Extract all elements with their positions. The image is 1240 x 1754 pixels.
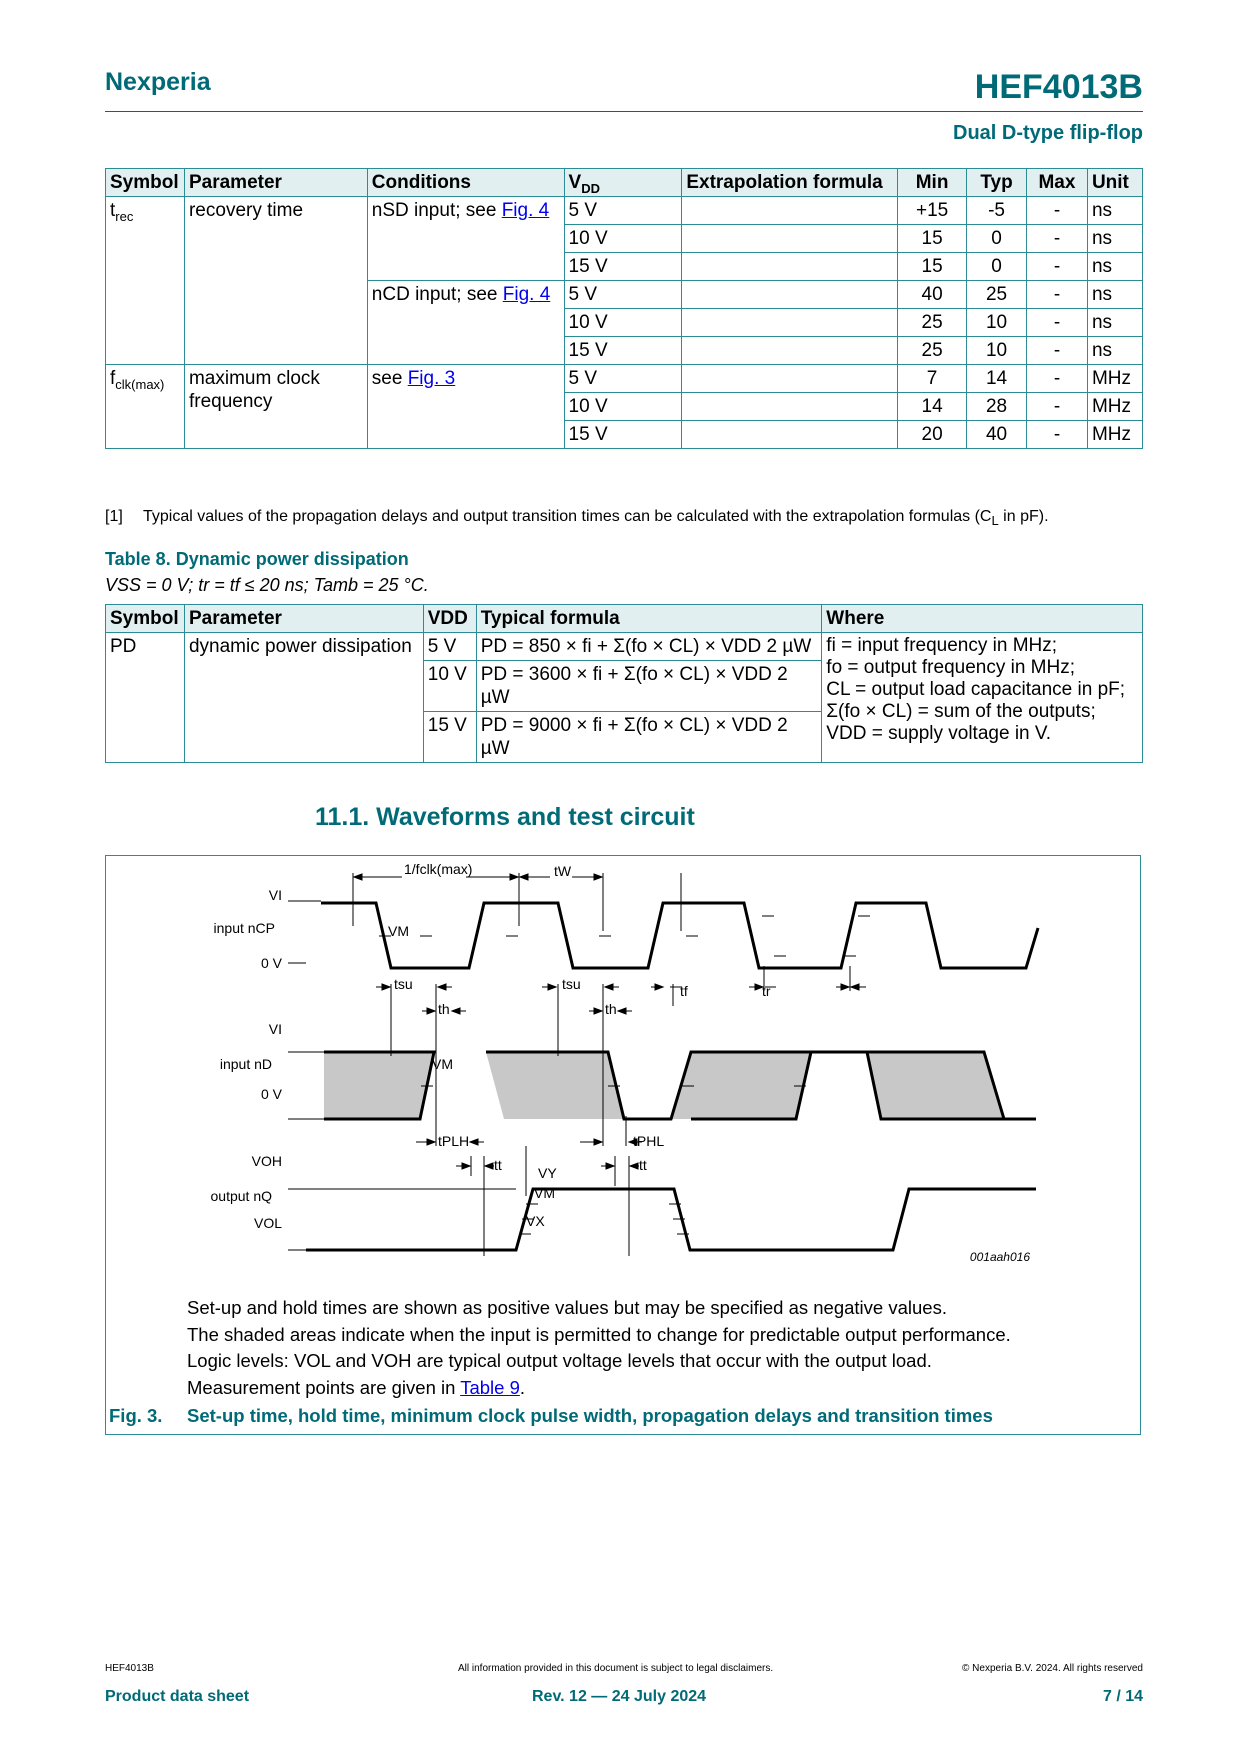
brand-logo-text: Nexperia (105, 68, 211, 96)
table-row (106, 633, 1143, 661)
label-0v-ncp: 0 V (260, 955, 282, 971)
conditions-cell: see Fig. 3 (367, 365, 564, 449)
col-formula: Extrapolation formula (682, 169, 898, 197)
col-conditions: Conditions (367, 169, 564, 197)
label-input-ncp: input nCP (213, 920, 275, 936)
footer-doc-type: Product data sheet (105, 1688, 250, 1705)
vdd-cell: 5 V (564, 197, 682, 225)
min-cell: 40 (898, 281, 967, 309)
col-vdd: VDD (423, 605, 476, 633)
figure-note: Logic levels: VOL and VOH are typical output voltage levels that occur with the output load. (187, 1350, 932, 1371)
label-tplh: tPLH (438, 1133, 470, 1149)
col-typical-formula: Typical formula (476, 605, 822, 633)
power-dissipation-table (105, 604, 1143, 763)
label-tsu-2: tsu (562, 976, 581, 992)
footer-disclaimer: All information provided in this document is subject to legal disclaimers. (458, 1663, 774, 1674)
figure-code: 001aah016 (969, 1250, 1030, 1264)
label-th-1: th (438, 1001, 450, 1017)
nq-waveform (306, 1189, 1036, 1250)
col-unit: Unit (1087, 169, 1142, 197)
parameter-cell: dynamic power dissipation (184, 633, 423, 763)
col-parameter: Parameter (184, 605, 423, 633)
unit-cell: MHz (1087, 365, 1142, 393)
max-cell: - (1027, 253, 1088, 281)
formula-cell (682, 337, 898, 365)
min-cell: +15 (898, 197, 967, 225)
typ-cell: 0 (967, 253, 1027, 281)
formula-cell (682, 281, 898, 309)
max-cell: - (1027, 225, 1088, 253)
col-symbol: Symbol (106, 605, 185, 633)
figure-note: Set-up and hold times are shown as positive values but may be specified as negative values. (187, 1297, 947, 1318)
label-tphl: tPHL (633, 1133, 665, 1149)
label-vi-ncp: VI (268, 887, 282, 903)
fig4-link[interactable]: Fig. 4 (502, 284, 551, 305)
vdd-cell: 10 V (564, 393, 682, 421)
label-tt-1: tt (494, 1157, 502, 1173)
col-where: Where (822, 605, 1143, 633)
footnote-marker: [1] (105, 508, 123, 525)
formula-cell (682, 365, 898, 393)
conditions-cell: nCD input; see Fig. 4 (367, 281, 564, 365)
typ-cell: 14 (967, 365, 1027, 393)
min-cell: 15 (898, 225, 967, 253)
typ-cell: 28 (967, 393, 1027, 421)
footer-revision: Rev. 12 — 24 July 2024 (532, 1688, 707, 1705)
label-th-2: th (605, 1001, 617, 1017)
figure-3 (105, 855, 1141, 1435)
formula-cell: PD = 9000 × fi + Σ(fo × CL) × VDD 2 µW (476, 712, 822, 763)
max-cell: - (1027, 337, 1088, 365)
unit-cell: ns (1087, 309, 1142, 337)
figure-number: Fig. 3. (109, 1405, 163, 1426)
parameter-cell: recovery time (184, 197, 367, 365)
vdd-cell: 15 V (564, 421, 682, 449)
label-vi-nd: VI (268, 1021, 282, 1037)
table-header-row (106, 169, 1143, 197)
table-header-row (106, 605, 1143, 633)
footer-doc-id: HEF4013B (105, 1663, 154, 1674)
section-heading: 11.1. Waveforms and test circuit (315, 803, 695, 831)
col-symbol: Symbol (106, 169, 185, 197)
unit-cell: ns (1087, 281, 1142, 309)
unit-cell: ns (1087, 197, 1142, 225)
vdd-cell: 5 V (564, 365, 682, 393)
typ-cell: 0 (967, 225, 1027, 253)
max-cell: - (1027, 309, 1088, 337)
label-vy: VY (538, 1165, 557, 1181)
label-vx: VX (526, 1213, 545, 1229)
figure-caption (109, 1405, 993, 1427)
label-tw: tW (554, 863, 572, 879)
vdd-cell: 15 V (564, 337, 682, 365)
symbol-cell: PD (106, 633, 185, 763)
timing-diagram (106, 856, 1140, 1296)
unit-cell: ns (1087, 337, 1142, 365)
max-cell: - (1027, 281, 1088, 309)
formula-cell: PD = 850 × fi + Σ(fo × CL) × VDD 2 µW (476, 633, 822, 661)
table8-caption: Table 8. Dynamic power dissipation (105, 549, 409, 569)
formula-cell (682, 225, 898, 253)
dimension-arrows (354, 874, 866, 1169)
formula-cell (682, 309, 898, 337)
vdd-cell: 5 V (564, 281, 682, 309)
table8-conditions: VSS = 0 V; tr = tf ≤ 20 ns; Tamb = 25 °C. (105, 575, 429, 595)
formula-cell (682, 197, 898, 225)
col-typ: Typ (967, 169, 1027, 197)
max-cell: - (1027, 365, 1088, 393)
header-divider (105, 111, 1143, 112)
label-input-nd: input nD (219, 1056, 272, 1072)
where-cell: fi = input frequency in MHz; fo = output frequency in MHz; CL = output load capacitance in pF; Σ(fo × CL) = sum of the outputs; VDD = supply voltage in V. (822, 633, 1143, 763)
label-0v-nd: 0 V (260, 1086, 282, 1102)
label-voh: VOH (251, 1153, 282, 1169)
formula-cell (682, 253, 898, 281)
min-cell: 25 (898, 337, 967, 365)
dynamic-characteristics-table (105, 168, 1143, 449)
col-vdd: $V_{DD}$ (564, 169, 682, 197)
label-tsu-1: tsu (394, 976, 413, 992)
fig3-link[interactable]: Fig. 3 (407, 368, 456, 389)
typ-cell: 10 (967, 337, 1027, 365)
figure-note: The shaded areas indicate when the input is permitted to change for predictable output performance. (187, 1323, 1011, 1345)
label-vm-ncp: VM (388, 923, 409, 939)
max-cell: - (1027, 393, 1088, 421)
vdd-cell: 10 V (423, 661, 476, 712)
label-vm-nd: VM (432, 1056, 453, 1072)
unit-cell: ns (1087, 225, 1142, 253)
label-vol: VOL (253, 1215, 282, 1231)
typ-cell: 10 (967, 309, 1027, 337)
table-row (106, 365, 1143, 393)
label-output-nq: output nQ (210, 1188, 272, 1204)
table-footnote: [1] Typical values of the propagation delays and output transition times can be calculated with the extrapolation formulas ($C_L$ in pF). (105, 508, 1049, 529)
label-tf: tf (680, 983, 688, 999)
max-cell: - (1027, 197, 1088, 225)
unit-cell: MHz (1087, 393, 1142, 421)
unit-cell: MHz (1087, 421, 1142, 449)
min-cell: 7 (898, 365, 967, 393)
typ-cell: -5 (967, 197, 1027, 225)
col-parameter: Parameter (184, 169, 367, 197)
conditions-cell: nSD input; see Fig. 4 (367, 197, 564, 281)
footer-page-number: 7 / 14 (1102, 1688, 1143, 1705)
vdd-cell: 5 V (423, 633, 476, 661)
vdd-cell: 10 V (564, 309, 682, 337)
min-cell: 20 (898, 421, 967, 449)
figure-caption-text: Set-up time, hold time, minimum clock pulse width, propagation delays and transition times (187, 1405, 993, 1426)
vdd-cell: 15 V (564, 253, 682, 281)
figure-notes (187, 1295, 1011, 1401)
max-cell: - (1027, 421, 1088, 449)
table9-link[interactable]: Table 9 (460, 1376, 520, 1398)
vdd-cell: 15 V (423, 712, 476, 763)
min-cell: 14 (898, 393, 967, 421)
label-vm-nq: VM (534, 1185, 555, 1201)
min-cell: 25 (898, 309, 967, 337)
label-tt-2: tt (639, 1157, 647, 1173)
part-number: HEF4013B (974, 68, 1143, 106)
document-subtitle: Dual D-type flip-flop (953, 122, 1143, 144)
formula-cell (682, 393, 898, 421)
formula-cell (682, 421, 898, 449)
footer-copyright: © Nexperia B.V. 2024. All rights reserved (962, 1663, 1143, 1674)
min-cell: 15 (898, 253, 967, 281)
vdd-cell: 10 V (564, 225, 682, 253)
symbol-cell: $f_{clk(max)}$ (106, 365, 185, 449)
col-min: Min (898, 169, 967, 197)
table-row (106, 197, 1143, 225)
fig4-link[interactable]: Fig. 4 (501, 200, 550, 221)
formula-cell: PD = 3600 × fi + Σ(fo × CL) × VDD 2 µW (476, 661, 822, 712)
label-tr: tr (762, 983, 771, 999)
parameter-cell: maximum clock frequency (184, 365, 367, 449)
typ-cell: 40 (967, 421, 1027, 449)
unit-cell: ns (1087, 253, 1142, 281)
figure-note: Measurement points are given in Table 9. (187, 1376, 525, 1398)
col-max: Max (1027, 169, 1088, 197)
typ-cell: 25 (967, 281, 1027, 309)
label-period: 1/fclk(max) (404, 861, 473, 877)
symbol-cell: $t_{rec}$ (106, 197, 185, 365)
